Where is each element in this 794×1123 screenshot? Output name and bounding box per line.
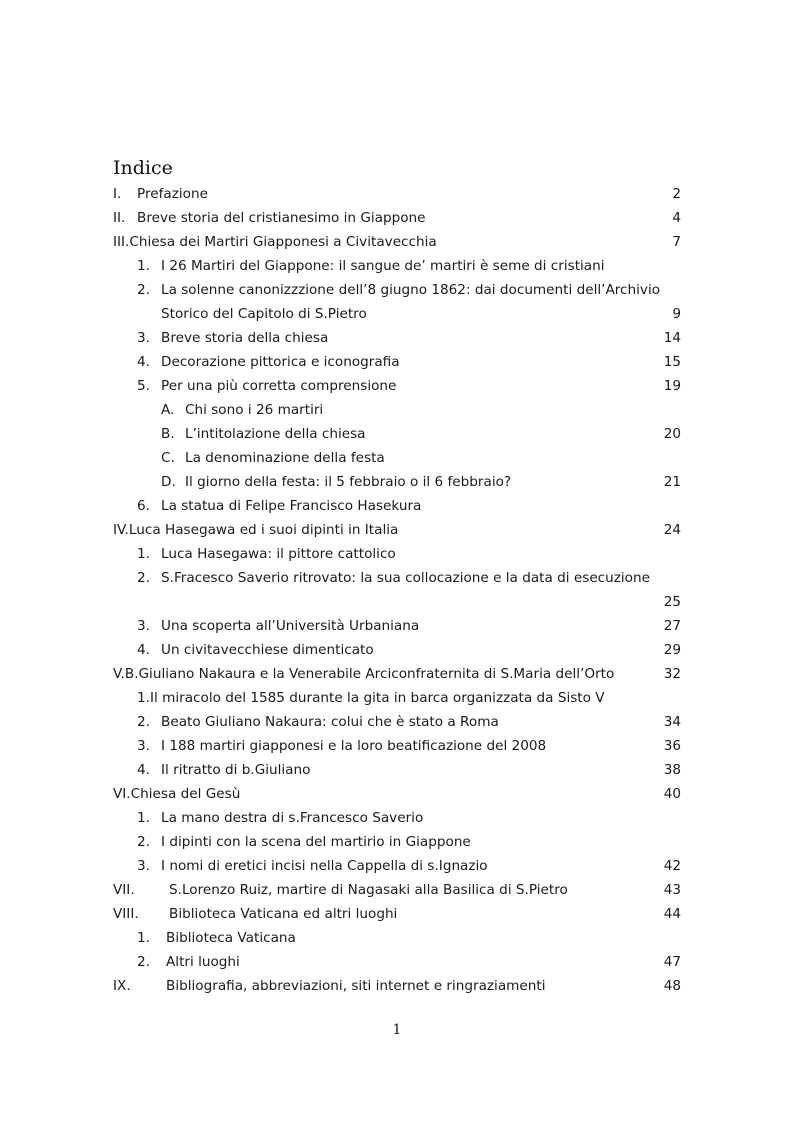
- toc-entry: [113, 783, 681, 805]
- toc-entry-number: VIII.: [113, 906, 139, 922]
- toc-entry-page: 21: [663, 474, 681, 490]
- toc-entry: [113, 735, 681, 757]
- page-number: 1: [392, 1022, 402, 1038]
- toc-entry-title: Luca Hasegawa: il pittore cattolico: [161, 546, 396, 562]
- toc-entry-page: 47: [663, 954, 681, 970]
- toc-entry: [113, 231, 681, 253]
- toc-entry-number: V.: [113, 666, 125, 682]
- toc-entry-page: 20: [663, 426, 681, 442]
- toc-entry-number: 4.: [137, 762, 150, 778]
- toc-entry: [113, 543, 681, 565]
- toc-entry-number: 2.: [137, 954, 150, 970]
- toc-entry-page: 29: [663, 642, 681, 658]
- toc-entry: [113, 351, 681, 373]
- toc-entry: [113, 759, 681, 781]
- toc-entry-number: 1.: [137, 546, 150, 562]
- toc-entry-number: 2.: [137, 714, 150, 730]
- toc-entry: [113, 927, 681, 949]
- toc-entry: [113, 519, 681, 541]
- toc-entry-title: La mano destra di s.Francesco Saverio: [161, 810, 424, 826]
- toc-entry: [113, 879, 681, 901]
- toc-entry-title: Storico del Capitolo di S.Pietro: [161, 306, 367, 322]
- toc-entry-page: 9: [672, 306, 681, 322]
- toc-entry-title: Una scoperta all’Università Urbaniana: [161, 618, 420, 634]
- toc-title: Indice: [113, 157, 173, 179]
- toc-entry-number: 2.: [137, 282, 150, 298]
- toc-entry-title: La solenne canonizzzione dell’8 giugno 1862: dai documenti dell’Archivio: [161, 282, 661, 298]
- toc-entry-page: 2: [672, 186, 681, 202]
- toc-entry-title: Il miracolo del 1585 durante la gita in barca organizzata da Sisto V: [149, 690, 605, 706]
- toc-entry-title: Prefazione: [137, 186, 208, 202]
- toc-entry-title: Altri luoghi: [166, 954, 240, 970]
- toc-entry: [113, 975, 681, 997]
- toc-entry: [113, 279, 681, 301]
- toc-entry-title: Decorazione pittorica e iconografia: [161, 354, 400, 370]
- toc-entry: [113, 591, 681, 613]
- toc-entry-page: 15: [663, 354, 681, 370]
- toc-entry-number: VII.: [113, 882, 135, 898]
- toc-entry-number: A.: [161, 402, 175, 418]
- toc-entry-title: Per una più corretta comprensione: [161, 378, 397, 394]
- toc-entry-title: Il giorno della festa: il 5 febbraio o il 6 febbraio?: [185, 474, 512, 490]
- toc-entry: [113, 423, 681, 445]
- toc-entry: [113, 303, 681, 325]
- toc-entry-number: 1.: [137, 930, 150, 946]
- toc-entry-number: 2.: [137, 570, 150, 586]
- toc-entry: [113, 207, 681, 229]
- toc-entry-number: 3.: [137, 618, 150, 634]
- toc-entry-number: 1.: [137, 690, 150, 706]
- toc-entry: [113, 903, 681, 925]
- toc-entry: [113, 255, 681, 277]
- toc-entry-title: I dipinti con la scena del martirio in Giappone: [161, 834, 471, 850]
- toc-entry-page: 25: [663, 594, 681, 610]
- toc-entry-page: 4: [672, 210, 681, 226]
- toc-entry-title: Luca Hasegawa ed i suoi dipinti in Italia: [128, 522, 399, 538]
- toc-entry-number: VI.: [113, 786, 131, 802]
- toc-entry-number: 4.: [137, 354, 150, 370]
- toc-entry-title: Breve storia del cristianesimo in Giappone: [137, 210, 426, 226]
- toc-entry-page: 27: [663, 618, 681, 634]
- toc-entry-page: 7: [672, 234, 681, 250]
- toc-entry-title: Chiesa del Gesù: [130, 786, 241, 802]
- toc-entry: [113, 663, 681, 685]
- toc-entry-number: 3.: [137, 858, 150, 874]
- toc-entry-title: Breve storia della chiesa: [161, 330, 329, 346]
- toc-entry-title: Bibliografia, abbreviazioni, siti internet e ringraziamenti: [166, 978, 546, 994]
- toc-entry-title: S.Fracesco Saverio ritrovato: la sua collocazione e la data di esecuzione: [161, 570, 650, 586]
- toc-entry-page: 48: [663, 978, 681, 994]
- toc-entry: [113, 807, 681, 829]
- toc-entry-number: IX.: [113, 978, 131, 994]
- toc-entry-number: C.: [161, 450, 175, 466]
- toc-entry-page: 34: [663, 714, 681, 730]
- toc-entry-number: II.: [113, 210, 126, 226]
- toc-entry: [113, 639, 681, 661]
- toc-entry-title: Biblioteca Vaticana: [166, 930, 296, 946]
- toc-entry: [113, 375, 681, 397]
- toc-entry-title: I nomi di eretici incisi nella Cappella di s.Ignazio: [161, 858, 488, 874]
- toc-entry-page: 44: [663, 906, 681, 922]
- toc-entry-page: 14: [663, 330, 681, 346]
- toc-entry: [113, 183, 681, 205]
- toc-entry-page: 36: [663, 738, 681, 754]
- toc-entry: [113, 567, 681, 589]
- toc-entry-title: I 26 Martiri del Giappone: il sangue de’ martiri è seme di cristiani: [161, 258, 605, 274]
- toc-entry-number: 1.: [137, 258, 150, 274]
- toc-entry-title: S.Lorenzo Ruiz, martire di Nagasaki alla Basilica di S.Pietro: [169, 882, 568, 898]
- toc-entry: [113, 327, 681, 349]
- toc-entry-number: 3.: [137, 738, 150, 754]
- toc-entry-title: Chi sono i 26 martiri: [185, 402, 324, 418]
- toc-entry-title: Beato Giuliano Nakaura: colui che è stato a Roma: [161, 714, 499, 730]
- toc-entry-title: La denominazione della festa: [185, 450, 385, 466]
- toc-entry-number: III.: [113, 234, 130, 250]
- toc-entry-title: B.Giuliano Nakaura e la Venerabile Arciconfraternita di S.Maria dell’Orto: [124, 666, 615, 682]
- toc-entry-number: IV.: [113, 522, 129, 538]
- toc-entry-title: Biblioteca Vaticana ed altri luoghi: [169, 906, 398, 922]
- toc-entry: [113, 951, 681, 973]
- toc-entry: [113, 687, 681, 709]
- toc-entry: [113, 615, 681, 637]
- toc-entry: [113, 495, 681, 517]
- toc-entry-title: I 188 martiri giapponesi e la loro beatificazione del 2008: [161, 738, 547, 754]
- toc-entry-page: 40: [663, 786, 681, 802]
- toc-entry-page: 42: [663, 858, 681, 874]
- toc-entry-page: 24: [663, 522, 681, 538]
- toc-entry-number: I.: [113, 186, 122, 202]
- toc-entry-page: 38: [663, 762, 681, 778]
- toc-entry-page: 32: [663, 666, 681, 682]
- toc-entry-number: 2.: [137, 834, 150, 850]
- toc-entry-title: Un civitavecchiese dimenticato: [161, 642, 374, 658]
- toc-entry-number: D.: [161, 474, 176, 490]
- toc-entry: [113, 471, 681, 493]
- toc-entry-number: 4.: [137, 642, 150, 658]
- toc-entry: [113, 399, 681, 421]
- toc-entry: [113, 447, 681, 469]
- toc-entry-title: Chiesa dei Martiri Giapponesi a Civitavecchia: [129, 234, 437, 250]
- toc-entry: [113, 855, 681, 877]
- toc-entry-number: 5.: [137, 378, 150, 394]
- toc-entry-number: 1.: [137, 810, 150, 826]
- toc-entry-number: 3.: [137, 330, 150, 346]
- toc-entry-page: 43: [663, 882, 681, 898]
- toc-entry-number: 6.: [137, 498, 150, 514]
- toc-entry: [113, 831, 681, 853]
- toc-entry: [113, 711, 681, 733]
- toc-entry-page: 19: [663, 378, 681, 394]
- toc-entry-title: La statua di Felipe Francisco Hasekura: [161, 498, 422, 514]
- toc-entry-title: Il ritratto di b.Giuliano: [161, 762, 311, 778]
- toc-entry-number: B.: [161, 426, 175, 442]
- toc-entry-title: L’intitolazione della chiesa: [185, 426, 366, 442]
